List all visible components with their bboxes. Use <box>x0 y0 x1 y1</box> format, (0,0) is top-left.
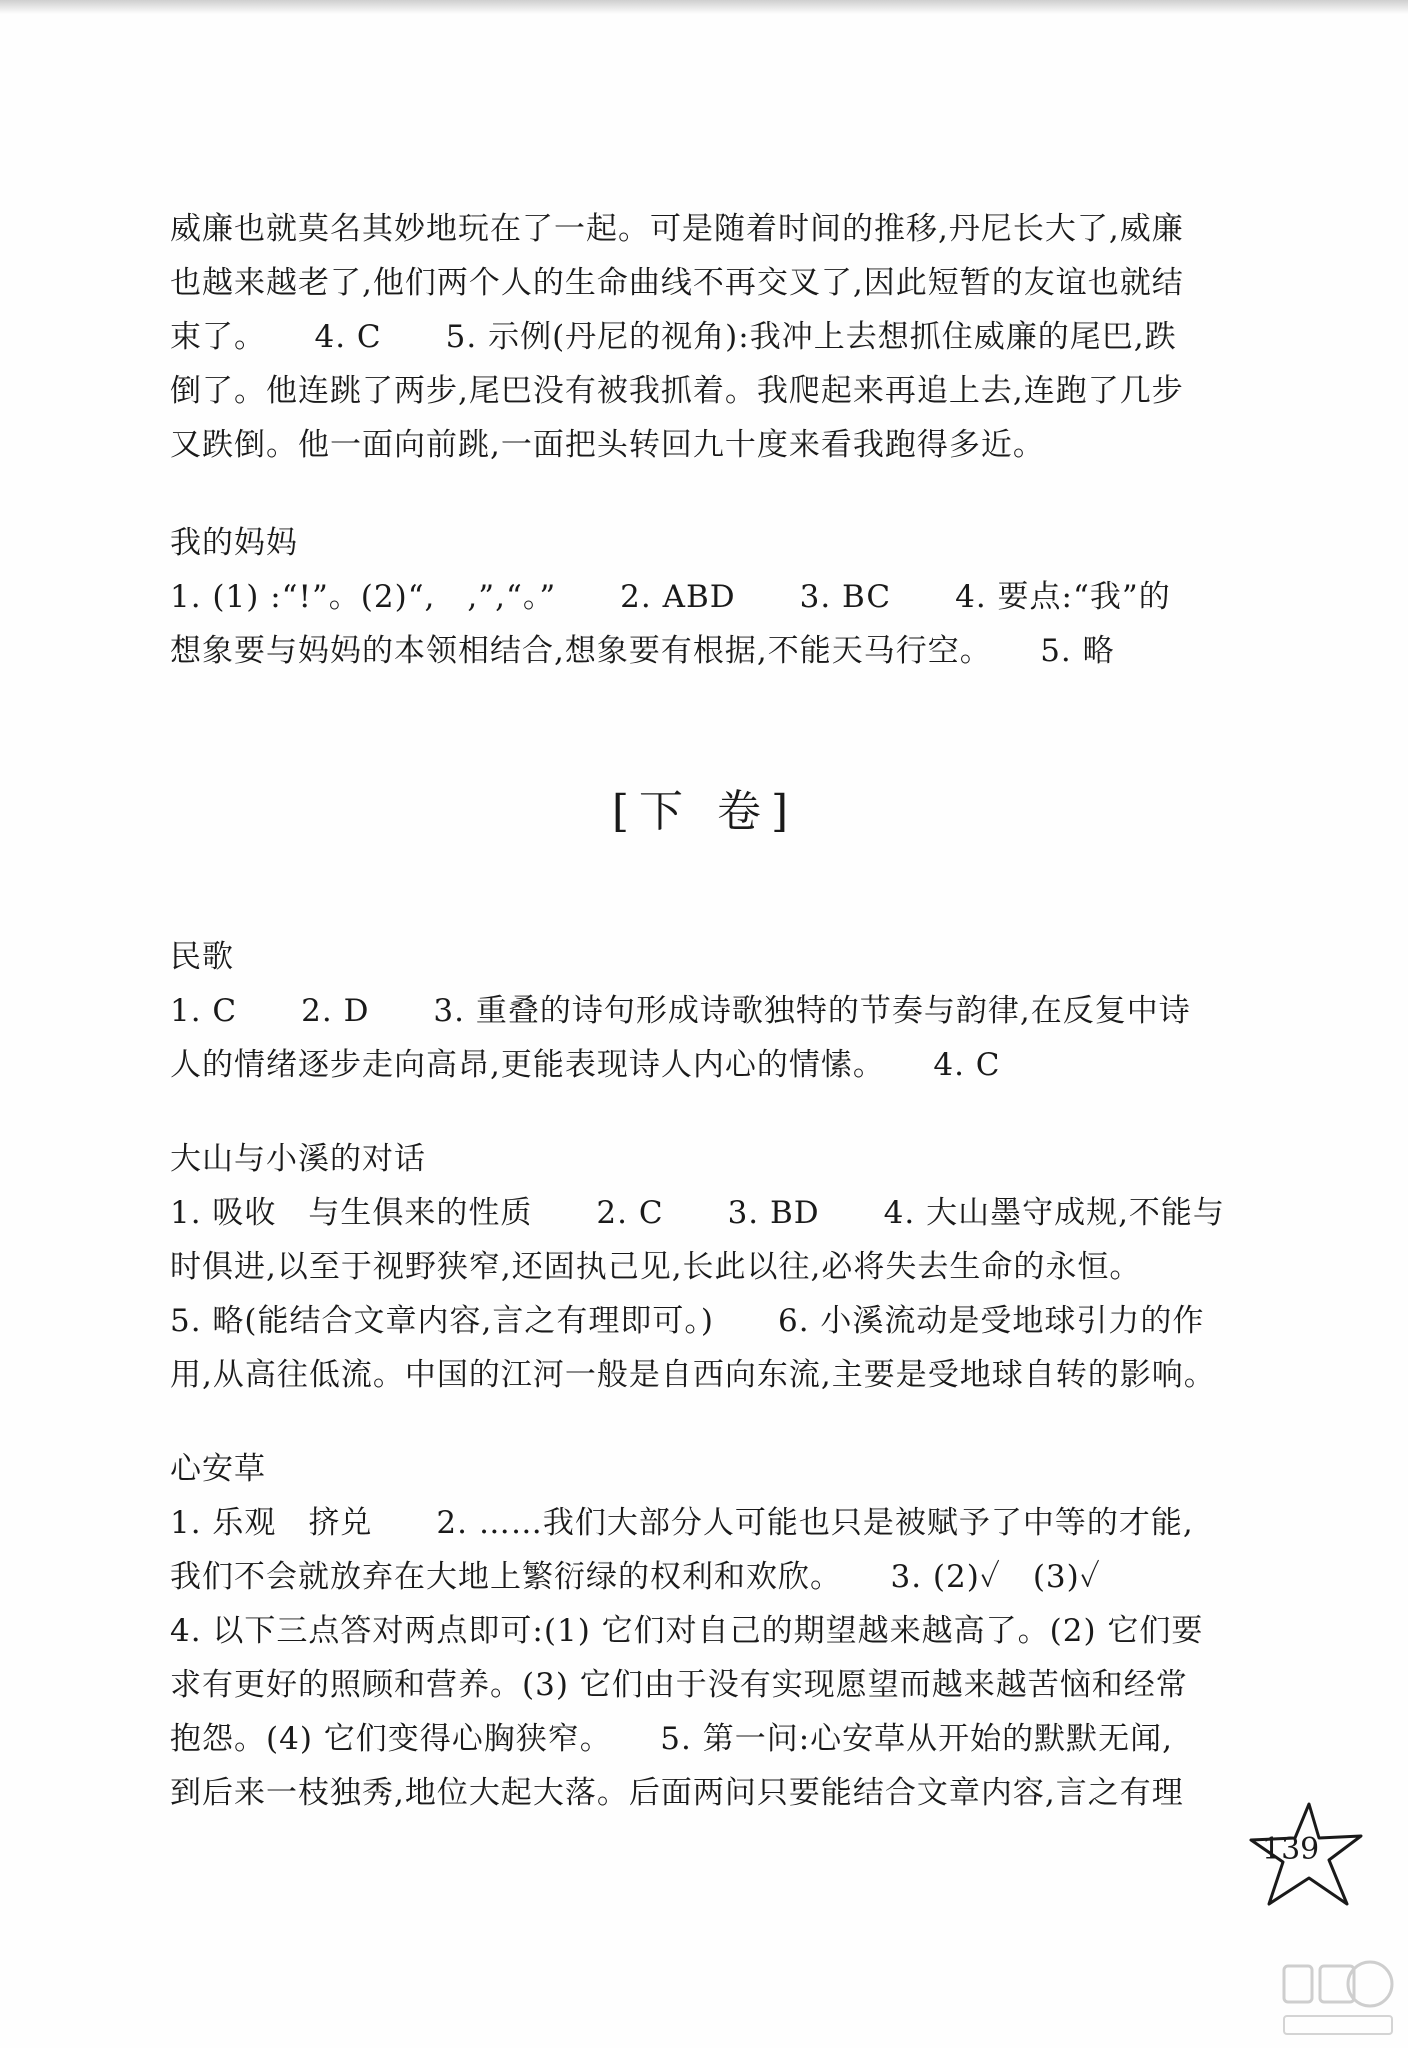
text-line: 1. (1) :“!”。(2)“, ,”,“。” 2. ABD 3. BC 4. 要点:“我”的 <box>170 579 1171 615</box>
volume-title: [下 卷] <box>611 786 799 837</box>
text-line: 到后来一枝独秀,地位大起大落。后面两问只要能结合文章内容,言之有理 <box>170 1775 1184 1811</box>
section-title: 我的妈妈 <box>170 525 298 561</box>
text-line: 1. 乐观 挤兑 2. ……我们大部分人可能也只是被赋予了中等的才能, <box>170 1505 1194 1541</box>
intro-block <box>170 202 1240 472</box>
page-number: 139 <box>1262 1832 1320 1867</box>
section-xinancao <box>170 1442 1240 1820</box>
page-content <box>170 202 1240 1820</box>
section-dashan-xiaoxi <box>170 1132 1240 1402</box>
section-title: 心安草 <box>170 1451 266 1487</box>
section-title: 大山与小溪的对话 <box>170 1141 426 1177</box>
text-line: 又跌倒。他一面向前跳,一面把头转回九十度来看我跑得多近。 <box>170 427 1045 463</box>
text-line: 也越来越老了,他们两个人的生命曲线不再交叉了,因此短暂的友谊也就结 <box>170 265 1184 301</box>
text-line: 1. 吸收 与生俱来的性质 2. C 3. BD 4. 大山墨守成规,不能与 <box>170 1195 1225 1231</box>
text-line: 威廉也就莫名其妙地玩在了一起。可是随着时间的推移,丹尼长大了,威廉 <box>170 211 1184 247</box>
section-title: 民歌 <box>170 939 234 975</box>
text-line: 用,从高往低流。中国的江河一般是自西向东流,主要是受地球自转的影响。 <box>170 1357 1216 1393</box>
text-line: 想象要与妈妈的本领相结合,想象要有根据,不能天马行空。 5. 略 <box>170 633 1115 669</box>
section-wode-mama <box>170 516 1240 678</box>
watermark-logo-icon <box>1278 1950 1398 2040</box>
text-line: 抱怨。(4) 它们变得心胸狭窄。 5. 第一问:心安草从开始的默默无闻, <box>170 1721 1173 1757</box>
text-line: 束了。 4. C 5. 示例(丹尼的视角):我冲上去想抓住威廉的尾巴,跌 <box>170 319 1177 355</box>
page-top-shadow <box>0 0 1408 14</box>
text-line: 求有更好的照顾和营养。(3) 它们由于没有实现愿望而越来越苦恼和经常 <box>170 1667 1188 1703</box>
text-line: 4. 以下三点答对两点即可:(1) 它们对自己的期望越来越高了。(2) 它们要 <box>170 1613 1204 1649</box>
text-line: 5. 略(能结合文章内容,言之有理即可。) 6. 小溪流动是受地球引力的作 <box>170 1303 1205 1339</box>
section-minge <box>170 930 1240 1092</box>
text-line: 人的情绪逐步走向高昂,更能表现诗人内心的情愫。 4. C <box>170 1047 1001 1083</box>
text-line: 时俱进,以至于视野狭窄,还固执己见,长此以往,必将失去生命的永恒。 <box>170 1249 1142 1285</box>
text-line: 我们不会就放弃在大地上繁衍绿的权利和欢欣。 3. (2)✓ (3)✓ <box>170 1559 1101 1595</box>
text-line: 1. C 2. D 3. 重叠的诗句形成诗歌独特的节奏与韵律,在反复中诗 <box>170 993 1191 1029</box>
text-line: 倒了。他连跳了两步,尾巴没有被我抓着。我爬起来再追上去,连跑了几步 <box>170 373 1184 409</box>
